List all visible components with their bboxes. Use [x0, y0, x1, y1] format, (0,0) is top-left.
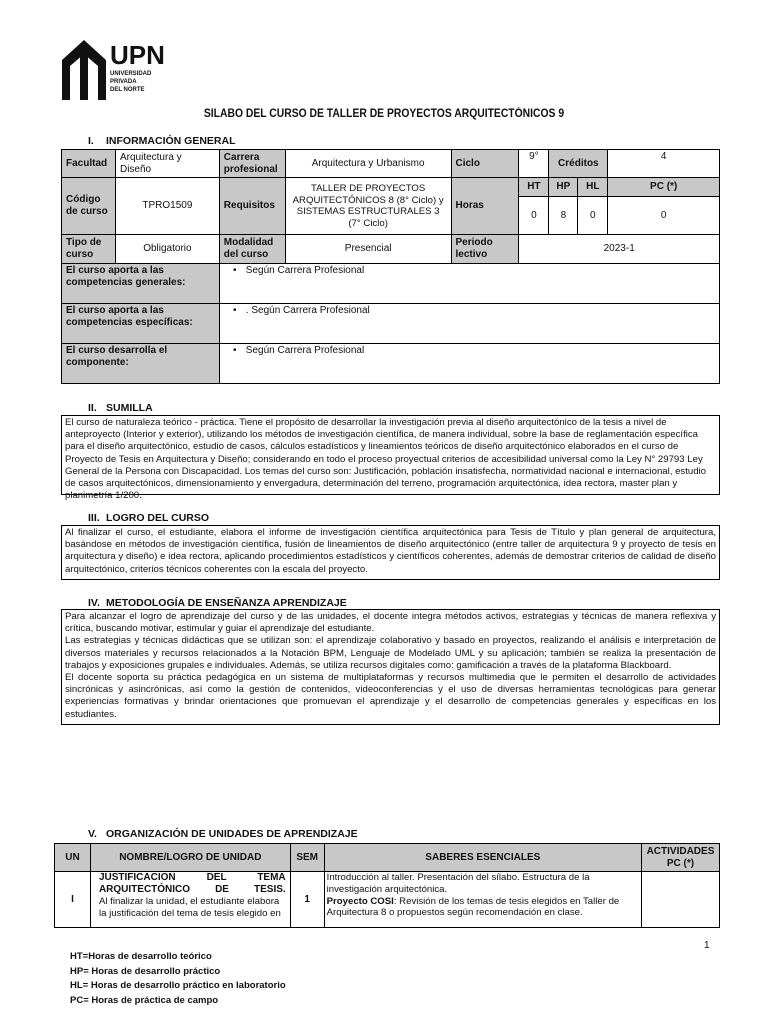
footnote-hp: HP= Horas de desarrollo práctico — [70, 965, 221, 977]
carrera-value: Arquitectura y Urbanismo — [285, 150, 451, 178]
unit-sem: 1 — [290, 872, 324, 928]
horas-label: Horas — [451, 178, 519, 235]
upn-logo-mark-icon — [62, 40, 106, 100]
comp-gen-label: El curso aporta a las competencias generales: — [62, 264, 220, 304]
comp-gen-cell: • Según Carrera Profesional — [219, 264, 719, 304]
facultad-label: Facultad — [62, 150, 116, 178]
carrera-label: Carrera profesional — [219, 150, 285, 178]
comp-esp-cell: • . Según Carrera Profesional — [219, 304, 719, 344]
metodologia-box — [61, 609, 720, 725]
upn-logo — [62, 40, 172, 100]
unit-actividades — [641, 872, 719, 928]
unit-saberes-cell: Introducción al taller. Presentación del sílabo. Estructura de la investigación arquitectónica. Proyecto COSI: Revisión de los temas de tesis elegidos en Taller de Arquitectura 8 o propuestos según recomendación en clase. — [324, 872, 641, 928]
hp-value: 8 — [549, 197, 578, 235]
logro-box — [61, 525, 720, 580]
section-heading-metodologia: IV. METODOLOGÍA DE ENSEÑANZA APRENDIZAJE — [88, 597, 347, 609]
hp-label: HP — [549, 178, 578, 197]
tipo-value: Obligatorio — [115, 235, 219, 264]
creditos-label: Créditos — [549, 150, 608, 178]
metodologia-paragraph-3: El docente soporta su práctica pedagógica en un sistema de multiplataformas y recursos multimedia que le permiten el desarrollo de actividades sincrónicas y asincrónicas, así como la gestión de contenidos, videoconferencias y el uso de diversas herramientas tecnológicas para generar experiencias formativas y brindar orientaciones que promuevan el aprendizaje y el desarrollo de competencias generales y específicas en los estudiantes. — [65, 672, 716, 720]
ciclo-label: Ciclo — [451, 150, 519, 178]
modalidad-value: Presencial — [285, 235, 451, 264]
componente-value: Según Carrera Profesional — [245, 345, 365, 356]
requisitos-value: TALLER DE PROYECTOS ARQUITECTÓNICOS 8 (8° Ciclo) y SISTEMAS ESTRUCTURALES 3 (7° Ciclo) — [285, 178, 451, 235]
section-heading-sumilla: II. SUMILLA — [88, 402, 153, 414]
hl-value: 0 — [578, 197, 608, 235]
requisitos-label: Requisitos — [219, 178, 285, 235]
logro-text: Al finalizar el curso, el estudiante, elabora el informe de investigación científica arquitectónica para Tesis de Título y plan general de arquitectura, basándose en métodos de investigación científica, fusión de lineamientos de diseño arquitectónico (entre taller de arquitectura 9 y proyecto de tesis en arquitectura y diseño) e idea rectora, aplicando procedimientos estadísticos y científicos coherentes, además de demostrar criterios de calidad de diseño arquitectónico, criterios técnicos coherentes con la escala del proyecto. — [65, 527, 716, 575]
footnotes — [70, 950, 286, 1008]
componente-cell: • Según Carrera Profesional — [219, 344, 719, 384]
units-table — [54, 843, 720, 928]
logo-wordmark: UPN — [110, 40, 165, 70]
logo-subtitle: UNIVERSIDAD PRIVADA DEL NORTE — [110, 71, 152, 93]
page-number: 1 — [704, 940, 710, 951]
modalidad-label: Modalidad del curso — [219, 235, 285, 264]
unit-number: I — [55, 872, 91, 928]
facultad-value: Arquitectura y Diseño — [115, 150, 219, 178]
hl-label: HL — [578, 178, 608, 197]
ht-label: HT — [519, 178, 549, 197]
pc-label: PC (*) — [608, 178, 720, 197]
document-title: SILABO DEL CURSO DE TALLER DE PROYECTOS ARQUITECTÓNICOS 9 — [203, 108, 565, 120]
units-header-actividades: ACTIVIDADES PC (*) — [641, 844, 719, 872]
unit-title: JUSTIFICACION DEL TEMA ARQUITECTÓNICO DE TESIS. — [98, 872, 286, 895]
ciclo-value: 9° — [519, 150, 549, 178]
footnote-pc: PC= Horas de práctica de campo — [70, 994, 219, 1006]
metodologia-paragraph-2: Las estrategias y técnicas didácticas que se utilizan son: el aprendizaje colaborativo y basado en proyectos, realizando el análisis e interpretación de diversos materiales y recursos relacionados a la Notación BPM, Lenguaje de Modelado UML y su aplicación; también se realiza la presentación de trabajos y exposiciones grupales e individuales. Además, se utiliza recursos digitales como: gamificación a través de la plataforma Blackboard. — [65, 635, 716, 671]
sumilla-box — [61, 415, 720, 502]
unit-logro-text: Al finalizar la unidad, el estudiante elabora la justificación del tema de tesis elegido en — [98, 896, 281, 919]
ht-value: 0 — [519, 197, 549, 235]
units-header-nombre: NOMBRE/LOGRO DE UNIDAD — [90, 844, 290, 872]
comp-esp-label: El curso aporta a las competencias específicas: — [62, 304, 220, 344]
metodologia-paragraph-1: Para alcanzar el logro de aprendizaje del curso y de las unidades, el docente integra métodos activos, estrategias y técnicas de manera reflexiva y crítica, buscando motivar, estimular y guiar el aprendizaje del estudiante. — [65, 611, 716, 635]
units-header-un: UN — [55, 844, 91, 872]
pc-value: 0 — [608, 197, 720, 235]
codigo-label: Código de curso — [62, 178, 116, 235]
general-info-table — [61, 149, 720, 384]
comp-gen-value: Según Carrera Profesional — [245, 265, 365, 276]
footnote-hl: HL= Horas de desarrollo práctico en laboratorio — [70, 980, 286, 992]
section-heading-unidades: V. ORGANIZACIÓN DE UNIDADES DE APRENDIZAJE — [88, 828, 358, 840]
units-header-sem: SEM — [290, 844, 324, 872]
footnote-ht: HT=Horas de desarrollo teórico — [70, 951, 212, 962]
codigo-value: TPRO1509 — [115, 178, 219, 235]
sumilla-text: El curso de naturaleza teórico - práctica. Tiene el propósito de desarrollar la investigación previa al diseño arquitectónico de la tesis a nivel de anteproyecto (Interior y exterior), utilizando los métodos de investigación científica, de manera individual, sobre la base de reglamentación específica para el diseño arquitectónico, estudio de casos, cálculos estadísticos y lineamientos teóricos de diseño arquitectónico elaborados en el curso de Proyecto de Tesis en Arquitectura y Diseño; considerando en todo el proceso proyectual criterios de accesibilidad universal como la Ley N° 29793 Ley General de la Persona con Discapacidad. Los temas del curso son: Justificación, población insatisfecha, normatividad nacional e internacional, estudio de casos arquitectónicos, dimensionamiento y envergadura, determinación del terreno, programación arquitectónica, idea rectora, master plan y planimetría 1/200. — [65, 417, 707, 502]
periodo-label: Periodo lectivo — [451, 235, 519, 264]
comp-esp-value: . Según Carrera Profesional — [245, 305, 370, 316]
unit-name-cell — [90, 872, 290, 928]
section-heading-logro: III. LOGRO DEL CURSO — [88, 512, 210, 524]
section-heading-informacion: I. INFORMACIÓN GENERAL — [88, 135, 236, 147]
tipo-label: Tipo de curso — [62, 235, 116, 264]
periodo-value: 2023-1 — [519, 235, 720, 264]
units-header-saberes: SABERES ESENCIALES — [324, 844, 641, 872]
table-row — [55, 872, 720, 928]
creditos-value: 4 — [608, 150, 720, 178]
componente-label: El curso desarrolla el componente: — [62, 344, 220, 384]
